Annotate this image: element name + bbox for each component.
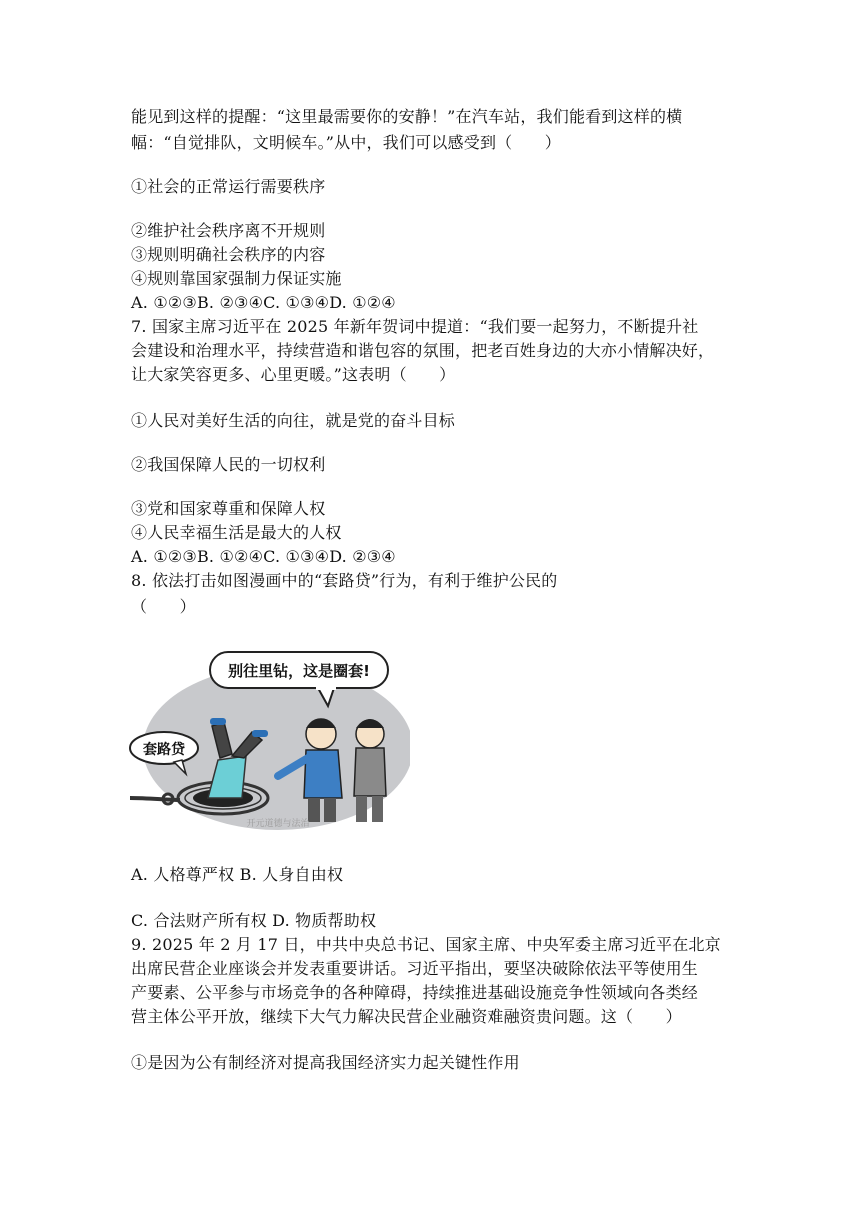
q9-stem-line-4: 营主体公平开放，继续下大气力解决民营企业融资难融资贵问题。这（ ） — [131, 1007, 682, 1026]
q7-choices: A. ①②③B. ①②④C. ①③④D. ②③④ — [131, 547, 396, 566]
q6-choices: A. ①②③B. ②③④C. ①③④D. ①②④ — [131, 293, 396, 312]
q8-stem-line-2: （ ） — [131, 597, 196, 616]
q6-stem-line-1: 能见到这样的提醒：“这里最需要你的安静！”在汽车站，我们能看到这样的横 — [131, 107, 683, 126]
q9-stem-line-1: 9. 2025 年 2 月 17 日，中共中央总书记、国家主席、中央军委主席习近平在北京 — [131, 935, 721, 954]
shoe-left — [210, 718, 226, 725]
q8-stem-line-1: 8. 依法打击如图漫画中的“套路贷”行为，有利于维护公民的 — [131, 571, 558, 590]
q9-stem-line-3: 产要素、公平参与市场竞争的各种障碍，持续推进基础设施竞争性领域向各类经 — [131, 983, 699, 1002]
q6-option-1: ①社会的正常运行需要秩序 — [131, 177, 326, 196]
trap-label-text: 套路贷 — [143, 742, 185, 758]
trap-loan-cartoon — [128, 648, 410, 832]
q7-stem-line-1: 7. 国家主席习近平在 2025 年新年贺词中提道：“我们要一起努力，不断提升社 — [131, 317, 699, 336]
q6-option-2: ②维护社会秩序离不开规则 — [131, 221, 326, 240]
q7-stem-line-2: 会建设和治理水平，持续营造和谐包容的氛围，把老百姓身边的大亦小情解决好， — [131, 341, 715, 360]
q6-option-4: ④规则靠国家强制力保证实施 — [131, 269, 342, 288]
shoe-right — [252, 730, 268, 737]
q6-option-3: ③规则明确社会秩序的内容 — [131, 245, 326, 264]
cartoon-watermark: 开元道德与法治 — [246, 819, 310, 829]
speech-bubble-text: 别往里钻，这是圈套! — [228, 662, 370, 680]
q9-stem-line-2: 出席民营企业座谈会并发表重要讲话。习近平指出，要坚决破除依法平等使用生 — [131, 959, 699, 978]
q7-option-2: ②我国保障人民的一切权利 — [131, 455, 326, 474]
q8-choices-line-2: C. 合法财产所有权 D. 物质帮助权 — [131, 911, 377, 930]
q7-option-3: ③党和国家尊重和保障人权 — [131, 499, 326, 518]
q7-option-1: ①人民对美好生活的向往，就是党的奋斗目标 — [131, 411, 456, 430]
q7-option-4: ④人民幸福生活是最大的人权 — [131, 523, 342, 542]
q7-stem-line-3: 让大家笑容更多、心里更暖。”这表明（ ） — [131, 365, 456, 384]
q6-stem-line-2: 幅：“自觉排队，文明候车。”从中，我们可以感受到（ ） — [131, 133, 561, 152]
q9-option-1: ①是因为公有制经济对提高我国经济实力起关键性作用 — [131, 1053, 520, 1072]
q8-choices-line-1: A. 人格尊严权 B. 人身自由权 — [131, 865, 344, 884]
